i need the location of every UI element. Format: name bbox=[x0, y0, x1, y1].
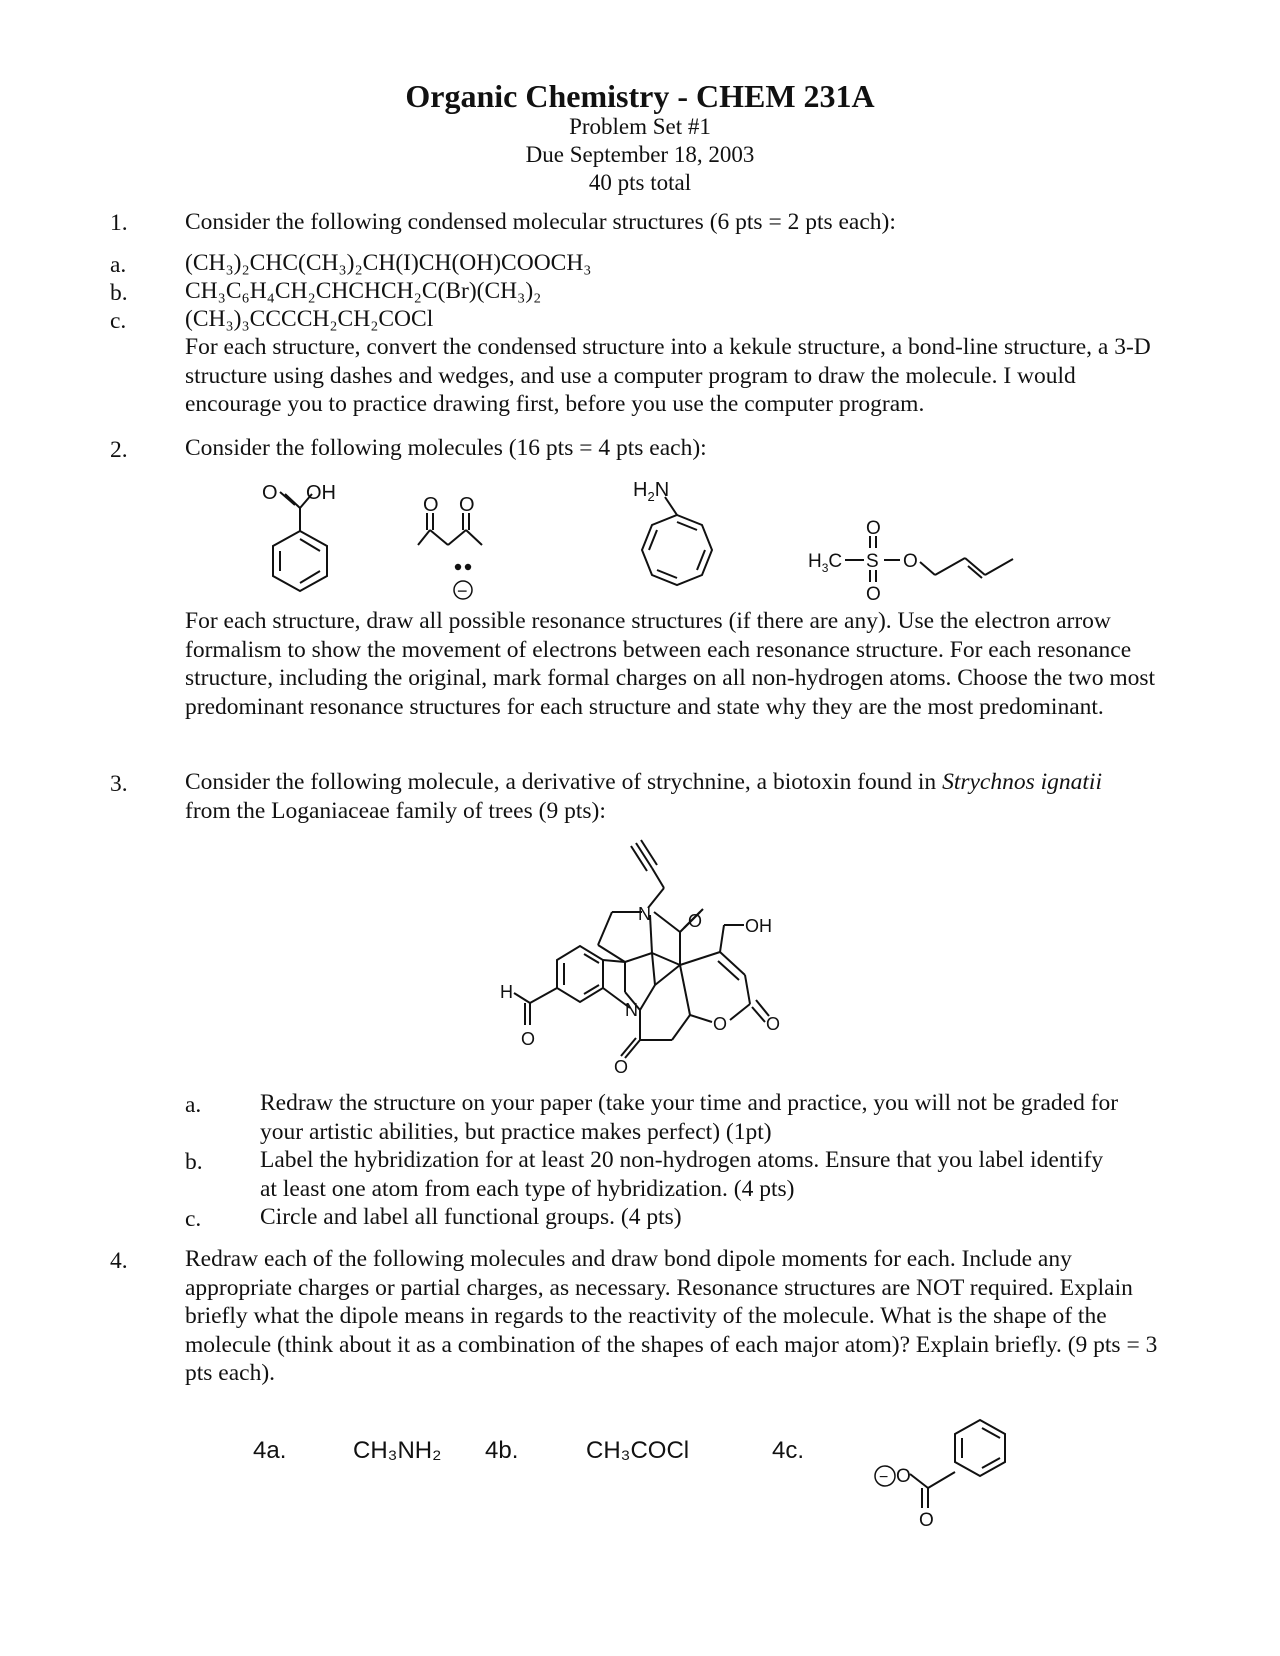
q1-instructions: For each structure, convert the condensed structure into a kekule structure, a bond-line structure, a 3-D structure using dashes and wedges, and use a computer program to draw the molecule. I would encourage you to practice drawing first, before you use the computer program. bbox=[185, 334, 1151, 417]
q4a-formula: CH₃NH₂ bbox=[353, 1437, 442, 1464]
dione-o-right: O bbox=[459, 494, 475, 516]
strychnine-aldehyde-h: H bbox=[500, 982, 513, 1002]
q3c-text: Circle and label all functional groups. (4 pts) bbox=[260, 1204, 682, 1230]
q1-prompt: Consider the following condensed molecular structures (6 pts = 2 pts each): bbox=[185, 209, 896, 235]
sulfonate-ester-o: O bbox=[903, 551, 918, 572]
strychnine-n-bottom: N bbox=[625, 1000, 638, 1020]
amine-nh2: $H_2N$ bbox=[633, 479, 670, 504]
benzoate-o-double: O bbox=[919, 1510, 934, 1531]
q3c-label: c. bbox=[185, 1206, 202, 1232]
q3a-label: a. bbox=[185, 1092, 202, 1118]
q2-number: 2. bbox=[110, 437, 128, 463]
q3-species-name: Strychnos ignatii bbox=[942, 769, 1102, 795]
q4b-label: 4b. bbox=[485, 1437, 519, 1464]
pentanedione-anion-structure bbox=[418, 513, 482, 599]
page-title: Organic Chemistry - CHEM 231A bbox=[405, 78, 875, 114]
q1-number: 1. bbox=[110, 210, 128, 236]
q3-prompt-end: from the Loganiaceae family of trees (9 pts): bbox=[185, 797, 606, 824]
q3b-text: Label the hybridization for at least 20 non-hydrogen atoms. Ensure that you label identify at least one atom from each type of hybridization. (4 pts) bbox=[260, 1147, 1104, 1202]
q2-instructions: For each structure, draw all possible resonance structures (if there are any). Use the electron arrow formalism to show the movement of electrons between each resonance structure. For each resonance structure, including the original, mark formal charges on all non-hydrogen atoms. Choose the two most predominant resonance structures for each structure and state why they are the most predominant. bbox=[185, 608, 1156, 720]
q3-number: 3. bbox=[110, 771, 128, 797]
sulfonate-ch3: $H_3C$ bbox=[808, 551, 843, 575]
strychnine-aldehyde-o: O bbox=[521, 1029, 536, 1049]
q2-prompt: Consider the following molecules (16 pts = 4 pts each): bbox=[185, 435, 707, 461]
strychnine-n-top: N bbox=[638, 904, 651, 924]
sulfonate-s: S bbox=[866, 551, 879, 572]
q4-number: 4. bbox=[110, 1248, 128, 1274]
strychnine-ketone-o: O bbox=[688, 911, 703, 931]
strychnine-oh: OH bbox=[745, 916, 772, 936]
q1a-formula: (CH₃)₂CHC(CH₃)₂CH(I)CH(OH)COOCH₃ bbox=[185, 250, 592, 276]
due-date: Due September 18, 2003 bbox=[525, 142, 755, 167]
total-points: 40 pts total bbox=[588, 170, 692, 195]
q1b-formula: CH₃C₆H₄CH₂CHCHCH₂C(Br)(CH₃)₂ bbox=[185, 278, 542, 304]
q3a-text: Redraw the structure on your paper (take your time and practice, you will not be graded for your artistic abilities, but practice makes perfect) (1pt) bbox=[260, 1090, 1119, 1145]
q4b-formula: CH₃COCl bbox=[586, 1437, 690, 1464]
strychnine-lactam-o: O bbox=[614, 1057, 629, 1077]
strychnine-lactone-o: O bbox=[766, 1014, 781, 1034]
benzoic-carbonyl-o: O bbox=[262, 482, 278, 504]
q3-prompt-start: Consider the following molecule, a derivative of strychnine, a biotoxin found in bbox=[185, 769, 943, 795]
sulfonate-o-top: O bbox=[866, 518, 881, 539]
q1a-label: a. bbox=[110, 252, 127, 278]
q1b-label: b. bbox=[110, 280, 128, 306]
strychnine-derivative-structure bbox=[0, 835, 1280, 1080]
benzoate-anion-structure bbox=[860, 1410, 1030, 1531]
q3-prompt bbox=[185, 768, 1115, 825]
sulfonate-o-bottom: O bbox=[866, 584, 881, 605]
problem-set-label: Problem Set #1 bbox=[569, 114, 711, 139]
q2-molecules bbox=[0, 470, 1280, 610]
q3b-label: b. bbox=[185, 1149, 203, 1175]
dione-o-left: O bbox=[423, 494, 439, 516]
strychnine-ring-o: O bbox=[713, 1014, 728, 1034]
q1c-formula: (CH₃)₃CCCCH₂CH₂COCl bbox=[185, 306, 434, 332]
benzoate-minus: − bbox=[879, 1469, 889, 1486]
q4a-label: 4a. bbox=[253, 1437, 287, 1464]
q4-text: Redraw each of the following molecules and draw bond dipole moments for each. Include any appropriate charges or partial charges, as necessary. Resonance structures are NOT required. Explain briefly what the dipole means in regards to the reactivity of the molecule. What is the shape of the molecule (think about it as a combination of the shapes of each major atom)? Explain briefly. (9 pts = 3 pts each). bbox=[185, 1246, 1158, 1386]
dione-minus-charge: − bbox=[457, 581, 468, 601]
benzoic-acid-structure bbox=[273, 492, 327, 591]
benzoate-o-single: O bbox=[896, 1466, 911, 1487]
aminocyclooctatetraene-structure bbox=[642, 497, 712, 585]
benzoic-oh: OH bbox=[306, 482, 336, 504]
q4c-label: 4c. bbox=[772, 1437, 805, 1464]
q1c-label: c. bbox=[110, 308, 127, 334]
